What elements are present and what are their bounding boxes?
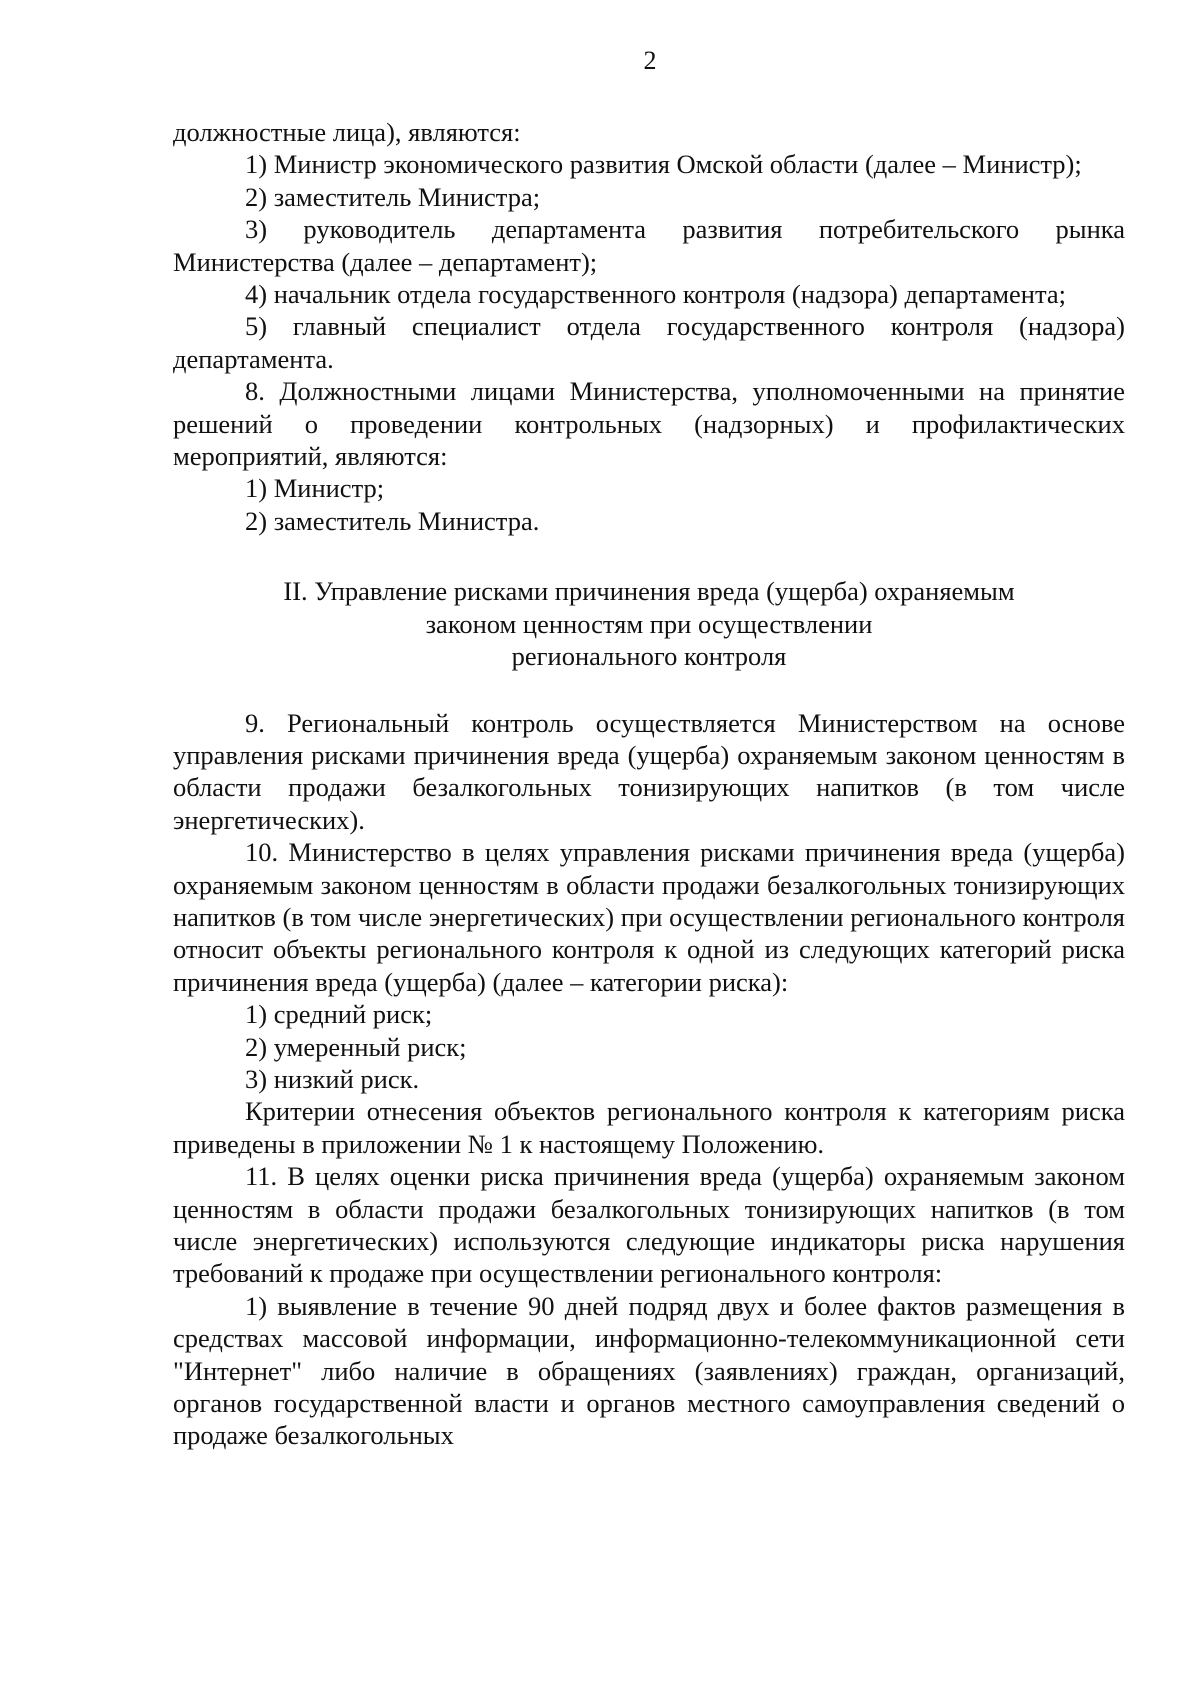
list-item: 3) низкий риск. <box>245 1063 420 1094</box>
page-number: 2 <box>643 46 657 75</box>
paragraph-criteria: Критерии отнесения объектов регионального контроля к категориям риска приведены в приложении № 1 к настоящему Положению. <box>173 1096 1125 1159</box>
document-body <box>173 116 1125 1452</box>
list-item: 1) выявление в течение 90 дней подряд двух и более фактов размещения в средствах массовой информации, информационно-телекоммуникационной сети "Интернет" либо наличие в обращениях (заявлениях) граждан, организаций, органов государственной власти и органов местного самоуправления сведений о продаже безалкогольных <box>173 1290 1125 1451</box>
list-item: 2) заместитель Министра; <box>245 181 541 212</box>
section-heading <box>173 575 1125 672</box>
list-item: 5) главный специалист отдела государственного контроля (надзора) департамента. <box>173 311 1125 374</box>
paragraph-11: 11. В целях оценки риска причинения вреда (ущерба) охраняемым законом ценностям в области продажи безалкогольных тонизирующих напитков (в том числе энергетических) используются следующие индикаторы риска нарушения требований к продаже при осуществлении регионального контроля: <box>173 1161 1125 1289</box>
list-item: 1) Министр; <box>245 473 385 504</box>
list-item: 2) умеренный риск; <box>245 1031 467 1062</box>
list-item: 1) Министр экономического развития Омской области (далее – Министр); <box>245 149 1082 180</box>
paragraph-9: 9. Региональный контроль осуществляется Министерством на основе управления рисками причинения вреда (ущерба) охраняемым законом ценностям в области продажи безалкогольных тонизирующих напитков (в том числе энергетических). <box>173 707 1125 835</box>
section-heading-line: законом ценностям при осуществлении <box>425 608 873 639</box>
list-item: 1) средний риск; <box>245 999 433 1030</box>
section-heading-line: регионального контроля <box>511 641 787 672</box>
section-heading-line: II. Управление рисками причинения вреда (ущерба) охраняемым <box>283 576 1015 607</box>
paragraph-8: 8. Должностными лицами Министерства, уполномоченными на принятие решений о проведении контрольных (надзорных) и профилактических мероприятий, являются: <box>173 376 1125 472</box>
list-item: 3) руководитель департамента развития потребительского рынка Министерства (далее – департамент); <box>173 214 1125 277</box>
paragraph-continuation: должностные лица), являются: <box>173 117 521 147</box>
list-item: 4) начальник отдела государственного контроля (надзора) департамента; <box>245 279 1066 310</box>
paragraph-10: 10. Министерство в целях управления рисками причинения вреда (ущерба) охраняемым законом ценностям в области продажи безалкогольных тонизирующих напитков (в том числе энергетических) при осуществлении регионального контроля относит объекты регионального контроля к одной из следующих категорий риска причинения вреда (ущерба) (далее – категории риска): <box>173 837 1125 997</box>
list-item: 2) заместитель Министра. <box>245 505 540 536</box>
